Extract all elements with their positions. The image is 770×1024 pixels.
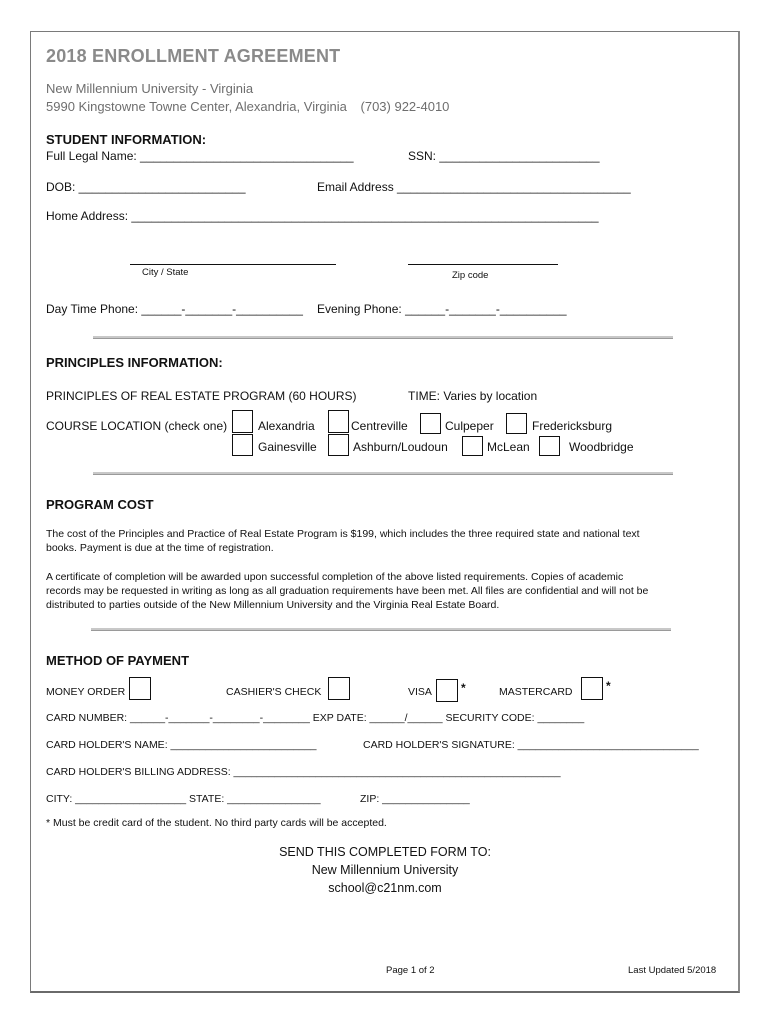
principles-heading: PRINCIPLES INFORMATION:	[46, 355, 223, 370]
card-holder-name-field[interactable]: CARD HOLDER'S NAME: _________________________	[46, 739, 317, 751]
location-fredericksburg: Fredericksburg	[532, 419, 613, 433]
ssn-field[interactable]: SSN: ________________________	[408, 149, 600, 163]
location-gainesville: Gainesville	[258, 440, 317, 454]
checkbox-fredericksburg[interactable]	[506, 413, 527, 434]
page-number: Page 1 of 2	[386, 965, 435, 976]
home-address-field[interactable]: Home Address: ______________________________________________________________________	[46, 209, 599, 223]
course-location-label: COURSE LOCATION (check one)	[46, 419, 228, 433]
dob-field[interactable]: DOB: _________________________	[46, 180, 246, 194]
card-holder-signature-field[interactable]: CARD HOLDER'S SIGNATURE: _______________________________	[363, 739, 699, 751]
payment-heading: METHOD OF PAYMENT	[46, 653, 190, 668]
program-name: PRINCIPLES OF REAL ESTATE PROGRAM (60 HOURS)	[46, 389, 357, 403]
checkbox-mclean[interactable]	[462, 436, 483, 456]
credit-card-note: * Must be credit card of the student. No third party cards will be accepted.	[46, 817, 387, 829]
certificate-paragraph-line: A certificate of completion will be awarded upon successful completion of the above listed requirements. Copies of academic	[46, 571, 624, 583]
visa-label: VISA	[408, 686, 432, 698]
checkbox-woodbridge[interactable]	[539, 436, 560, 456]
checkbox-alexandria[interactable]	[232, 410, 253, 433]
cost-paragraph-line: The cost of the Principles and Practice of Real Estate Program is $199, which includes the three required state and national text	[46, 528, 640, 540]
document-title: 2018 ENROLLMENT AGREEMENT	[46, 46, 341, 66]
card-number-row[interactable]: CARD NUMBER: ______-_______-________-________ EXP DATE: ______/______ SECURITY CODE: ________	[46, 712, 585, 724]
location-culpeper: Culpeper	[445, 419, 494, 433]
program-time: TIME: Varies by location	[408, 389, 538, 403]
billing-address-field[interactable]: CARD HOLDER'S BILLING ADDRESS: ________________________________________________________	[46, 766, 561, 778]
zip-line[interactable]	[408, 264, 558, 265]
program-cost-heading: PROGRAM COST	[46, 497, 154, 512]
location-woodbridge: Woodbridge	[569, 440, 634, 454]
zip-field[interactable]: ZIP: _______________	[360, 793, 470, 805]
section-divider	[93, 336, 673, 339]
checkbox-gainesville[interactable]	[232, 434, 253, 456]
send-email[interactable]: school@c21nm.com	[328, 881, 442, 895]
mastercard-label: MASTERCARD	[499, 686, 573, 698]
phone-number: (703) 922-4010	[360, 99, 450, 114]
checkbox-centreville[interactable]	[328, 410, 349, 433]
section-divider	[93, 472, 673, 475]
certificate-paragraph-line: records may be requested in writing as long as all graduation requirements have been met. All files are confidential and will not be	[46, 585, 649, 597]
last-updated: Last Updated 5/2018	[628, 965, 717, 976]
city-state-row[interactable]: CITY: ___________________ STATE: ________________	[46, 793, 321, 805]
money-order-label: MONEY ORDER	[46, 686, 126, 698]
location-mclean: McLean	[487, 440, 530, 454]
student-info-heading: STUDENT INFORMATION:	[46, 132, 207, 147]
university-address	[46, 99, 449, 114]
checkbox-visa[interactable]	[436, 679, 458, 702]
send-university-name: New Millennium University	[311, 863, 459, 877]
university-name: New Millennium University - Virginia	[46, 81, 254, 96]
evening-phone-field[interactable]: Evening Phone: ______-_______-__________	[317, 302, 567, 316]
email-field[interactable]: Email Address ___________________________________	[317, 180, 631, 194]
send-form-heading: SEND THIS COMPLETED FORM TO:	[279, 845, 491, 859]
location-centreville: Centreville	[351, 419, 408, 433]
checkbox-culpeper[interactable]	[420, 413, 441, 434]
checkbox-ashburn-loudoun[interactable]	[328, 434, 349, 456]
city-state-line[interactable]	[130, 264, 336, 265]
cost-paragraph-line: books. Payment is due at the time of registration.	[46, 542, 274, 554]
visa-asterisk: *	[461, 681, 466, 695]
day-phone-field[interactable]: Day Time Phone: ______-_______-__________	[46, 302, 303, 316]
section-divider	[91, 628, 671, 631]
certificate-paragraph-line: distributed to parties outside of the New Millennium University and the Virginia Real Estate Board.	[46, 599, 500, 611]
checkbox-money-order[interactable]	[129, 677, 151, 700]
street-address: 5990 Kingstowne Towne Center, Alexandria, Virginia	[46, 99, 347, 114]
zip-label: Zip code	[452, 270, 489, 281]
cashiers-check-label: CASHIER'S CHECK	[226, 686, 322, 698]
full-name-field[interactable]: Full Legal Name: ________________________________	[46, 149, 354, 163]
checkbox-mastercard[interactable]	[581, 677, 603, 700]
city-state-label: City / State	[142, 267, 189, 278]
mastercard-asterisk: *	[606, 679, 611, 693]
location-ashburn-loudoun: Ashburn/Loudoun	[353, 440, 448, 454]
location-alexandria: Alexandria	[258, 419, 315, 433]
checkbox-cashiers-check[interactable]	[328, 677, 350, 700]
